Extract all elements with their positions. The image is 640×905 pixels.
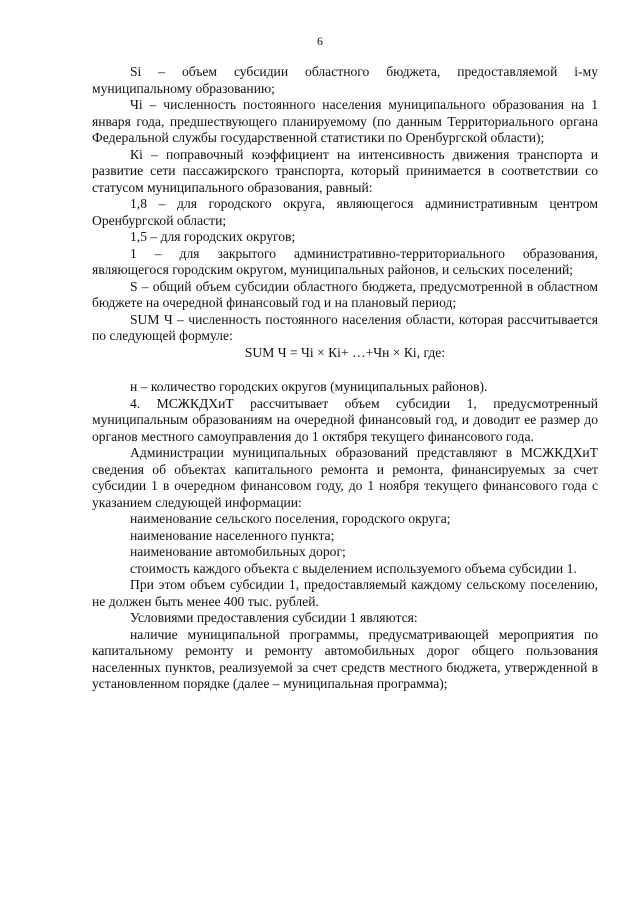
paragraph-min-subsidy: При этом объем субсидии 1, предоставляемый каждому сельскому поселению, не должен быть менее 400 тыс. рублей. [92, 577, 598, 609]
paragraph-coef-1-5: 1,5 – для городских округов; [130, 229, 296, 244]
paragraph-ki: Кi – поправочный коэффициент на интенсивность движения транспорта и развитие сети пассажирского транспорта, который принимается в соответствии со статусом муниципального образования, равный: [92, 146, 598, 195]
paragraph-conditions: Условиями предоставления субсидии 1 являются: [130, 610, 418, 625]
paragraph-coef-1-8: 1,8 – для городского округа, являющегося административным центром Оренбургской области; [92, 196, 598, 228]
paragraph-item-4: 4. МСЖКДХиТ рассчитывает объем субсидии 1, предусмотренный муниципальным образованиям на очередной финансовый год, и доводит ее размер до органов местного самоуправления до 1 октября текущего финансового года. [92, 395, 598, 444]
list-item-road-name: наименование автомобильных дорог; [130, 544, 346, 559]
paragraph-n: н – количество городских округов (муниципальных районов). [130, 379, 488, 394]
paragraph-si: Si – объем субсидии областного бюджета, предоставляемой i-му муниципальному образованию; [92, 64, 598, 96]
formula: SUM Ч = Чi × Кi+ …+Чн × Кi, где: [244, 344, 446, 360]
paragraph-chi: Чi – численность постоянного населения муниципального образования на 1 января года, предшествующего планируемому (по данным Территориального органа Федеральной службы государственной статистики по Оренбургской области); [92, 97, 598, 145]
page-number: 6 [317, 34, 323, 48]
paragraph-administrations: Администрации муниципальных образований представляют в МСЖКДХиТ сведения об объектах капитального ремонта и ремонта, финансируемых за счет субсидии 1 в очередном финансовом году, до 1 ноября текущего финансового года с указанием следующей информации: [92, 445, 598, 510]
paragraph-sum-ch: SUM Ч – численность постоянного населения области, которая рассчитывается по следующей формуле: [92, 311, 598, 343]
list-item-settlement-name: наименование сельского поселения, городского округа; [130, 511, 451, 526]
list-item-locality-name: наименование населенного пункта; [130, 527, 335, 543]
list-item-object-cost: стоимость каждого объекта с выделением используемого объема субсидии 1. [130, 560, 577, 576]
document-body [92, 64, 598, 693]
paragraph-coef-1: 1 – для закрытого административно-территориального образования, являющегося городским округом, муниципальных районов, и сельских поселений; [92, 245, 598, 277]
paragraph-s: S – общий объем субсидии областного бюджета, предусмотренной в областном бюджете на очередной финансовый год и на плановый период; [92, 278, 598, 310]
paragraph-municipal-program: наличие муниципальной программы, предусматривающей мероприятия по капитальному ремонту и ремонту автомобильных дорог общего пользования населенных пунктов, реализуемой за счет средств местного бюджета, утвержденной в установленном порядке (далее – муниципальная программа); [92, 626, 598, 691]
